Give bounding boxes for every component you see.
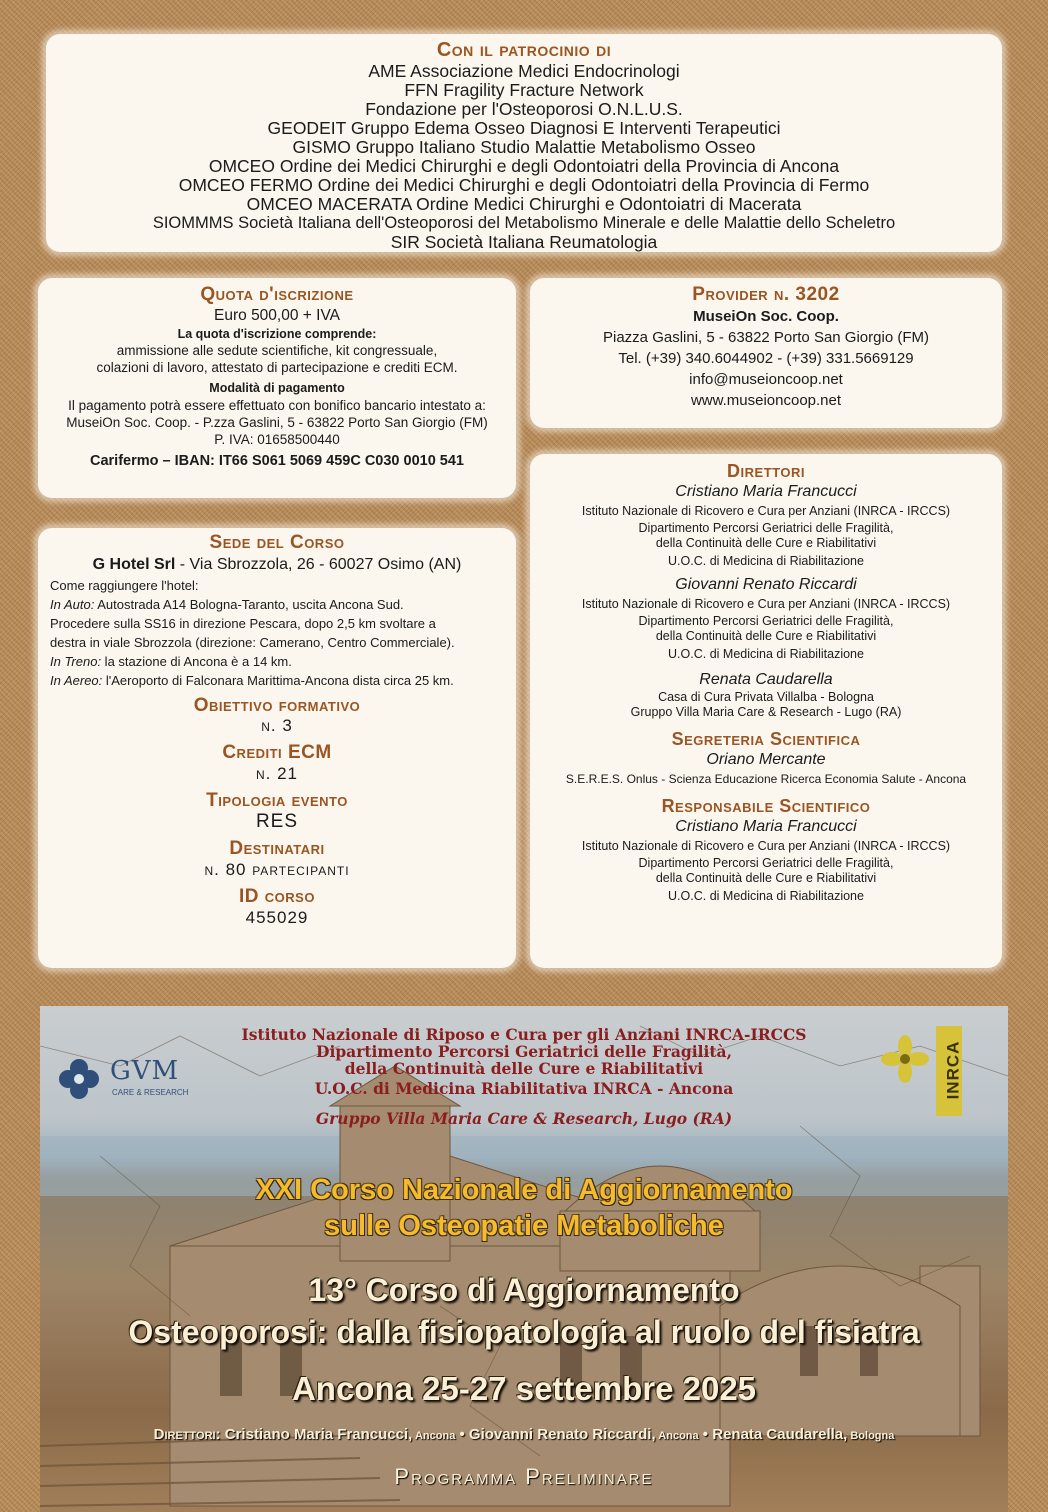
institute-line: Gruppo Villa Maria Care & Research, Lugo (RA): [315, 1109, 733, 1128]
responsabile-affiliation: della Continuità delle Cure e Riabilitativi: [655, 871, 877, 885]
segreteria-affiliation: S.E.R.E.S. Onlus - Scienza Educazione Ricerca Economia Salute - Ancona: [565, 772, 967, 786]
director-affiliation: U.O.C. di Medicina di Riabilitazione: [668, 554, 864, 568]
obiettivo-value: n. 3: [261, 716, 293, 735]
quota-price: Euro 500,00 + IVA: [214, 307, 340, 324]
destinatari-value: n. 80 partecipanti: [204, 860, 350, 879]
auto-text: Autostrada A14 Bologna-Taranto, uscita Ancona Sud.: [94, 597, 404, 612]
patrocinio-item: FFN Fragility Fracture Network: [404, 80, 644, 100]
course-date: Ancona 25-27 settembre 2025: [291, 1370, 757, 1407]
patrocinio-item: Fondazione per l'Osteoporosi O.N.L.U.S.: [365, 99, 683, 119]
segreteria-heading: Segreteria Scientifica: [671, 729, 861, 749]
crediti-label: Crediti ECM: [222, 742, 332, 763]
director-affiliation: Gruppo Villa Maria Care & Research - Lugo (RA): [630, 705, 902, 719]
sede-heading: Sede del Corso: [209, 532, 345, 553]
auto-label: In Auto:: [50, 597, 95, 612]
quota-includes: colazioni di lavoro, attestato di partecipazione e crediti ECM.: [96, 360, 458, 375]
course-title: XXI Corso Nazionale di Aggiornamento: [255, 1174, 793, 1206]
id-value: 455029: [245, 908, 309, 927]
iban: Carifermo – IBAN: IT66 S061 5069 459C C030 0010 541: [90, 453, 464, 469]
responsabile-affiliation: U.O.C. di Medicina di Riabilitazione: [668, 889, 864, 903]
patrocinio-item: AME Associazione Medici Endocrinologi: [368, 61, 680, 81]
institute-line: Istituto Nazionale di Riposo e Cura per gli Anziani INRCA-IRCCS: [241, 1025, 807, 1044]
patrocinio-item: OMCEO MACERATA Ordine Medici Chirurghi e Odontoiatri di Macerata: [246, 194, 802, 214]
direttori-heading: Direttori: [727, 461, 805, 481]
patrocinio-item: OMCEO FERMO Ordine dei Medici Chirurghi e degli Odontoiatri della Provincia di Fermo: [178, 175, 870, 195]
patrocinio-item: SIOMMMS Società Italiana dell'Osteoporosi del Metabolismo Minerale e delle Malattie dello Scheletro: [152, 214, 896, 232]
director-name: Cristiano Maria Francucci: [675, 483, 857, 500]
patrocinio-heading: Con il patrocinio di: [436, 39, 612, 61]
hotel-name: G Hotel Srl: [92, 556, 176, 573]
aereo-label: In Aereo:: [50, 673, 103, 688]
responsabile-affiliation: Dipartimento Percorsi Geriatrici delle Fragilità,: [638, 856, 894, 870]
how-to-reach: Come raggiungere l'hotel:: [50, 578, 199, 593]
gvm-logo-sub: CARE & RESEARCH: [112, 1088, 189, 1097]
gvm-logo: [54, 1050, 204, 1110]
destinatari-label: Destinatari: [229, 838, 325, 859]
provider-heading: Provider n. 3202: [692, 284, 840, 305]
director-affiliation: Istituto Nazionale di Ricovero e Cura per Anziani (INRCA - IRCCS): [581, 504, 951, 518]
director-affiliation: Dipartimento Percorsi Geriatrici delle Fragilità,: [638, 521, 894, 535]
treno-label: In Treno:: [50, 654, 102, 669]
separator: •: [455, 1426, 469, 1443]
course-title: sulle Osteopatie Metaboliche: [324, 1210, 724, 1242]
aereo-text: l'Aeroporto di Falconara Marittima-Ancona dista circa 25 km.: [102, 673, 454, 688]
payment-text: Il pagamento potrà essere effettuato con bonifico bancario intestato a:: [68, 398, 486, 413]
institute-line: Dipartimento Percorsi Geriatrici delle Fragilità,: [316, 1042, 732, 1061]
responsabile-heading: Responsabile Scientifico: [661, 796, 871, 816]
sede-panel: [38, 528, 516, 968]
institute-line: della Continuità delle Cure e Riabilitativi: [344, 1059, 704, 1078]
patrocinio-item: GISMO Gruppo Italiano Studio Malattie Metabolismo Osseo: [292, 137, 756, 157]
provider-phone: Tel. (+39) 340.6044902 - (+39) 331.5669129: [618, 350, 914, 367]
director-city: Bologna: [847, 1430, 895, 1442]
director-affiliation: della Continuità delle Cure e Riabilitativi: [655, 536, 877, 550]
patrocinio-panel: [46, 34, 1002, 252]
tipologia-value: RES: [255, 811, 299, 832]
director-affiliation: Casa di Cura Privata Villalba - Bologna: [658, 690, 874, 704]
inrca-flower-icon: [878, 1032, 932, 1086]
director: Giovanni Renato Riccardi,: [468, 1426, 656, 1443]
quota-includes: ammissione alle sedute scientifiche, kit congressuale,: [116, 343, 438, 358]
responsabile-affiliation: Istituto Nazionale di Ricovero e Cura per Anziani (INRCA - IRCCS): [581, 839, 951, 853]
director-affiliation: della Continuità delle Cure e Riabilitativi: [655, 629, 877, 643]
responsabile-name: Cristiano Maria Francucci: [675, 818, 857, 835]
patrocinio-item: OMCEO Ordine dei Medici Chirurghi e degli Odontoiatri della Provincia di Ancona: [208, 156, 840, 176]
crediti-value: n. 21: [255, 764, 299, 783]
provider-name: MuseiOn Soc. Coop.: [693, 308, 839, 325]
director-city: Ancona: [412, 1430, 456, 1442]
payment-heading: Modalità di pagamento: [209, 381, 345, 395]
tipologia-label: Tipologia evento: [206, 790, 348, 811]
provider-address: Piazza Gaslini, 5 - 63822 Porto San Giorgio (FM): [603, 329, 929, 346]
inrca-logo-text: INRCA: [943, 1040, 963, 1100]
provider-email[interactable]: info@museioncoop.net: [689, 371, 843, 388]
directors-label: Direttori:: [153, 1426, 221, 1443]
provider-web[interactable]: www.museioncoop.net: [690, 392, 842, 409]
directions: [38, 576, 516, 690]
event-banner: [40, 1006, 1008, 1512]
course-subtitle: 13° Corso di Aggiornamento: [308, 1272, 740, 1308]
director: Cristiano Maria Francucci,: [220, 1426, 413, 1443]
piva: P. IVA: 01658500440: [214, 432, 340, 447]
director-affiliation: Istituto Nazionale di Ricovero e Cura per Anziani (INRCA - IRCCS): [581, 597, 951, 611]
programma-title: Programma Preliminare: [394, 1464, 654, 1489]
auto-text: Procedere sulla SS16 in direzione Pescara, dopo 2,5 km svoltare a: [50, 616, 436, 631]
separator: •: [698, 1426, 713, 1443]
sede-address-line: [38, 554, 516, 576]
quota-includes-heading: La quota d'iscrizione comprende:: [177, 327, 377, 341]
director-affiliation: U.O.C. di Medicina di Riabilitazione: [668, 647, 864, 661]
director-city: Ancona: [655, 1430, 699, 1442]
auto-text: destra in viale Sbrozzola (direzione: Camerano, Centro Commerciale).: [50, 635, 455, 650]
gvm-logo-text: GVM: [110, 1056, 180, 1086]
hotel-address: - Via Sbrozzola, 26 - 60027 Osimo (AN): [175, 556, 462, 573]
inrca-logo: [878, 1026, 988, 1126]
director-affiliation: Dipartimento Percorsi Geriatrici delle Fragilità,: [638, 614, 894, 628]
course-subtitle: Osteoporosi: dalla fisiopatologia al ruolo del fisiatra: [128, 1314, 920, 1350]
treno-text: la stazione di Ancona è a 14 km.: [101, 654, 292, 669]
patrocinio-item: GEODEIT Gruppo Edema Osseo Diagnosi E Interventi Terapeutici: [267, 118, 781, 138]
banner-directors: [40, 1426, 1008, 1443]
obiettivo-label: Obiettivo formativo: [193, 695, 361, 716]
id-label: ID corso: [239, 886, 315, 907]
gvm-flower-icon: [54, 1054, 104, 1104]
quota-heading: Quota d'iscrizione: [200, 284, 354, 305]
director-name: Renata Caudarella: [699, 671, 833, 688]
institute-line: U.O.C. di Medicina Riabilitativa INRCA - Ancona: [314, 1079, 734, 1098]
provider-panel: [530, 278, 1002, 428]
director-name: Giovanni Renato Riccardi: [675, 576, 857, 593]
quota-panel: [38, 278, 516, 498]
direttori-panel: [530, 454, 1002, 968]
payment-text: MuseiOn Soc. Coop. - P.zza Gaslini, 5 - 63822 Porto San Giorgio (FM): [66, 415, 488, 430]
patrocinio-item: SIR Società Italiana Reumatologia: [390, 232, 658, 252]
director: Renata Caudarella,: [712, 1426, 848, 1443]
segreteria-name: Oriano Mercante: [706, 751, 826, 768]
